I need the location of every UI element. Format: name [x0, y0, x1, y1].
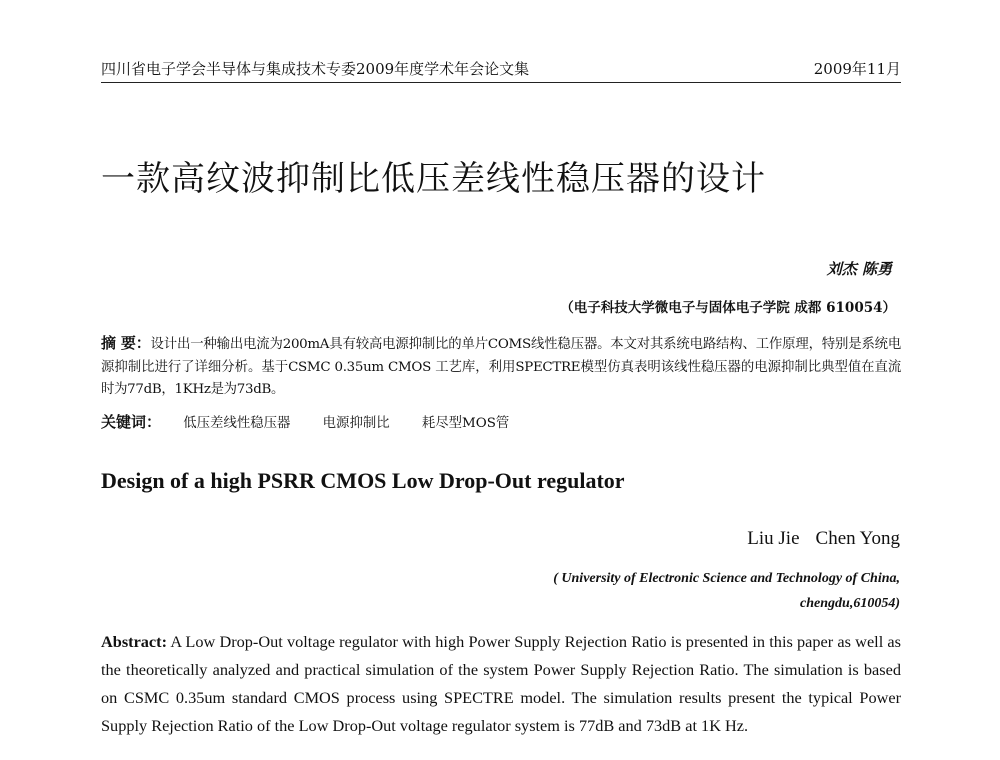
english-abstract	[101, 628, 901, 740]
author-name: Liu Jie	[747, 528, 800, 549]
english-title: Design of a high PSRR CMOS Low Drop-Out regulator	[101, 468, 625, 493]
chinese-affiliation: （电子科技大学微电子与固体电子学院 成都 610054）	[560, 300, 896, 316]
chinese-abstract-label: 摘 要：	[101, 334, 151, 352]
keywords-label: 关键词：	[101, 413, 162, 431]
english-affiliation-line: ( University of Electronic Science and Technology of China,	[553, 571, 900, 586]
running-header	[101, 56, 901, 83]
english-abstract-text: A Low Drop-Out voltage regulator with high Power Supply Rejection Ratio is presented in this paper as well as the theoretically analyzed and practical simulation of the system Power Supply Rejection Ratio. The simulation is based on CSMC 0.35um standard CMOS process using SPECTRE model. The simulation results present the typical Power Supply Rejection Ratio of the Low Drop-Out voltage regulator system is 77dB and 73dB at 1K Hz.	[101, 632, 901, 735]
chinese-abstract-text: 设计出一种输出电流为200mA具有较高电源抑制比的单片COMS线性稳压器。本文对其系统电路结构、工作原理，特别是系统电源抑制比进行了详细分析。基于CSMC 0.35um CMOS 工艺库，利用SPECTRE模型仿真表明该线性稳压器的电源抑制比典型值在直流时为77dB，1KHz是为73dB。	[101, 337, 901, 397]
chinese-title: 一款高纹波抑制比低压差线性稳压器的设计	[101, 159, 766, 199]
chinese-authors: 刘杰 陈勇	[826, 260, 892, 278]
english-authors	[747, 528, 900, 550]
english-affiliation	[380, 566, 900, 616]
english-affiliation-line: chengdu,610054)	[800, 596, 900, 611]
chinese-keywords	[101, 410, 901, 436]
keyword: 电源抑制比	[322, 416, 390, 431]
publication-date: 2009年11月	[813, 60, 901, 78]
chinese-abstract	[101, 332, 901, 402]
english-abstract-label: Abstract:	[101, 632, 168, 651]
proceedings-title: 四川省电子学会半导体与集成技术专委2009年度学术年会论文集	[101, 60, 530, 78]
keyword: 耗尽型MOS管	[421, 416, 510, 431]
author-name: Chen Yong	[815, 528, 900, 549]
keyword: 低压差线性稳压器	[183, 416, 291, 431]
